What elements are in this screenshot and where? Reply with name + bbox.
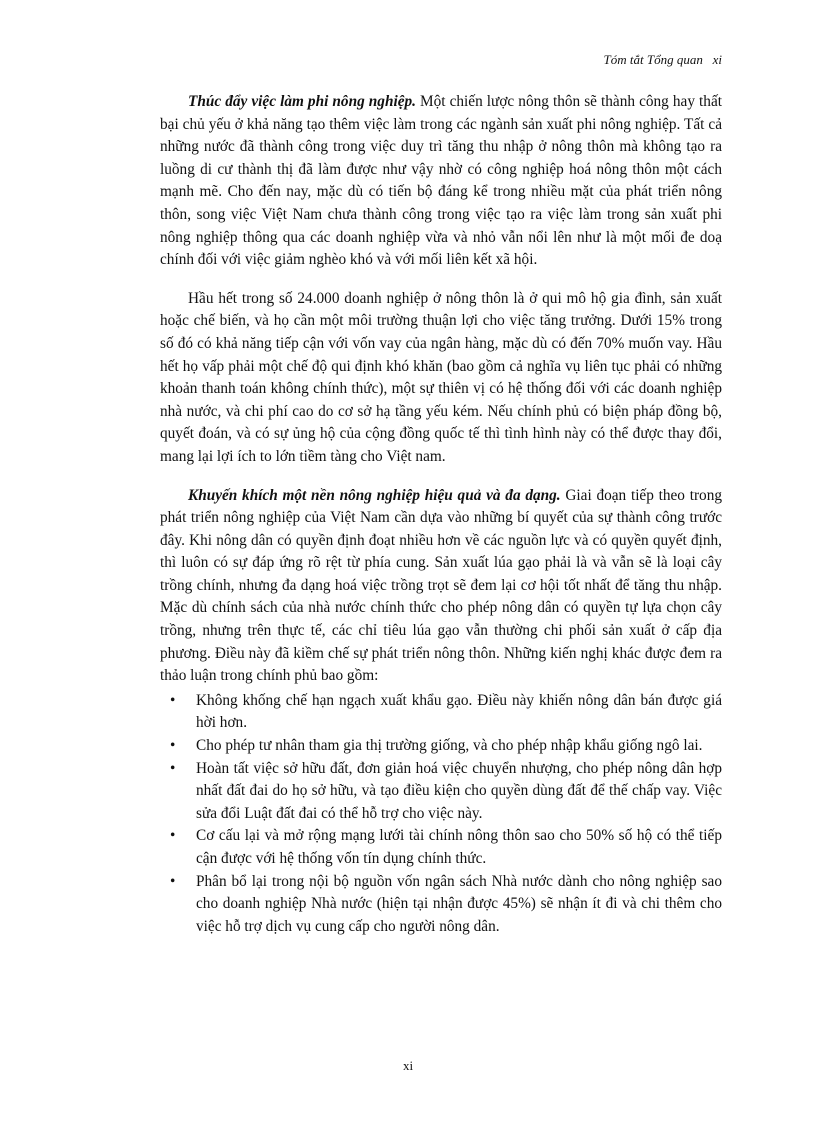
list-item-text: Cơ cấu lại và mở rộng mạng lưới tài chính nông thôn sao cho 50% số hộ có thể tiếp cận được với hệ thống vốn tín dụng chính thức. — [196, 827, 722, 867]
bullet-icon: • — [170, 691, 176, 709]
list-item — [160, 735, 722, 758]
page-number: xi — [402, 1058, 414, 1073]
paragraph-rural-enterprises — [160, 288, 722, 469]
running-header: Tóm tắt Tổng quan xi — [603, 52, 722, 67]
list-item — [160, 758, 722, 826]
paragraph-nonfarm-employment — [160, 91, 722, 272]
list-item — [160, 690, 722, 735]
paragraph-lead: Khuyến khích một nền nông nghiệp hiệu quả và đa dạng. — [188, 486, 561, 504]
page-content — [160, 91, 722, 938]
bullet-icon: • — [170, 827, 176, 845]
bullet-icon: • — [170, 759, 176, 777]
list-item-text: Không khống chế hạn ngạch xuất khẩu gạo. Điều này khiến nông dân bán được giá hời hơn. — [196, 691, 722, 732]
list-item — [160, 871, 722, 939]
paragraph-body: Một chiến lược nông thôn sẽ thành công hay thất bại chủ yếu ở khả năng tạo thêm việc làm trong các ngành sản xuất phi nông nghiệp. Tất cả những nước đã thành công trong việc duy trì tăng thu nhập ở nông thôn mà không tạo ra luồng di cư thành thị đã làm được như vậy nhờ có công nghiệp hoá nông thôn một cách mạnh mẽ. Cho đến nay, mặc dù có tiến bộ đáng kể trong nhiều mặt của phát triển nông thôn, song việc Việt Nam chưa thành công trong việc tạo ra việc làm trong sản xuất phi nông nghiệp thông qua các doanh nghiệp vừa và nhỏ vẫn nổi lên như là một mối đe doạ chính đối với việc giảm nghèo khó và với mối liên kết xã hội. — [160, 93, 722, 269]
bullet-icon: • — [170, 872, 176, 890]
list-item — [160, 825, 722, 870]
recommendation-list — [160, 690, 722, 939]
paragraph-diversified-agriculture — [160, 485, 722, 688]
list-item-text: Cho phép tư nhân tham gia thị trường giống, và cho phép nhập khẩu giống ngô lai. — [196, 737, 703, 755]
list-item-text: Phân bổ lại trong nội bộ nguồn vốn ngân sách Nhà nước dành cho nông nghiệp sao cho doanh nghiệp Nhà nước (hiện tại nhận được 45%) sẽ nhận ít đi và chi thêm cho việc hỗ trợ dịch vụ cung cấp cho người nông dân. — [196, 872, 722, 935]
bullet-icon: • — [170, 737, 176, 755]
paragraph-lead: Thúc đẩy việc làm phi nông nghiệp. — [188, 93, 416, 110]
list-item-text: Hoàn tất việc sở hữu đất, đơn giản hoá việc chuyển nhượng, cho phép nông dân hợp nhất đất đai do họ sở hữu, và tạo điều kiện cho quyền dùng đất để thế chấp vay. Việc sửa đổi Luật đất đai có thể hỗ trợ cho việc này. — [196, 759, 722, 822]
paragraph-body: Hầu hết trong số 24.000 doanh nghiệp ở nông thôn là ở qui mô hộ gia đình, sản xuất hoặc chế biến, và họ cần một môi trường thuận lợi cho việc tăng trưởng. Dưới 15% trong số đó có khả năng tiếp cận với vốn vay của ngân hàng, mặc dù có đến 70% muốn vay. Hầu hết họ vấp phải một chế độ qui định khó khăn (bao gồm cả nghĩa vụ liên tục phải có những khoản thanh toán không chính thức), một sự thiên vị có hệ thống đối với các doanh nghiệp nhà nước, và chi phí cao do cơ sở hạ tầng yếu kém. Nếu chính phủ có biện pháp đồng bộ, quyết đoán, và có sự ủng hộ của cộng đồng quốc tế thì tình hình này có thể được thay đổi, mang lại lợi ích to lớn tiềm tàng cho Việt nam. — [160, 289, 722, 465]
paragraph-body: Giai đoạn tiếp theo trong phát triển nông nghiệp của Việt Nam cần dựa vào những bí quyết của sự thành công trước đây. Khi nông dân có quyền định đoạt nhiều hơn về các nguồn lực và có quyền quyết định, thì luôn có sự đáp ứng rõ rệt từ phía cung. Sản xuất lúa gạo phải là và vẫn sẽ là loại cây trồng chính, nhưng đa dạng hoá việc trồng trọt sẽ đem lại cơ hội tốt nhất để tăng thu nhập. Mặc dù chính sách của nhà nước chính thức cho phép nông dân có quyền tự lựa chọn cây trồng, nhưng trên thực tế, các chỉ tiêu lúa gạo vẫn thường chi phối sản xuất ở cấp địa phương. Điều này đã kiềm chế sự phát triển nông thôn. Những kiến nghị khác được đem ra thảo luận trong chính phủ bao gồm: — [160, 486, 722, 685]
